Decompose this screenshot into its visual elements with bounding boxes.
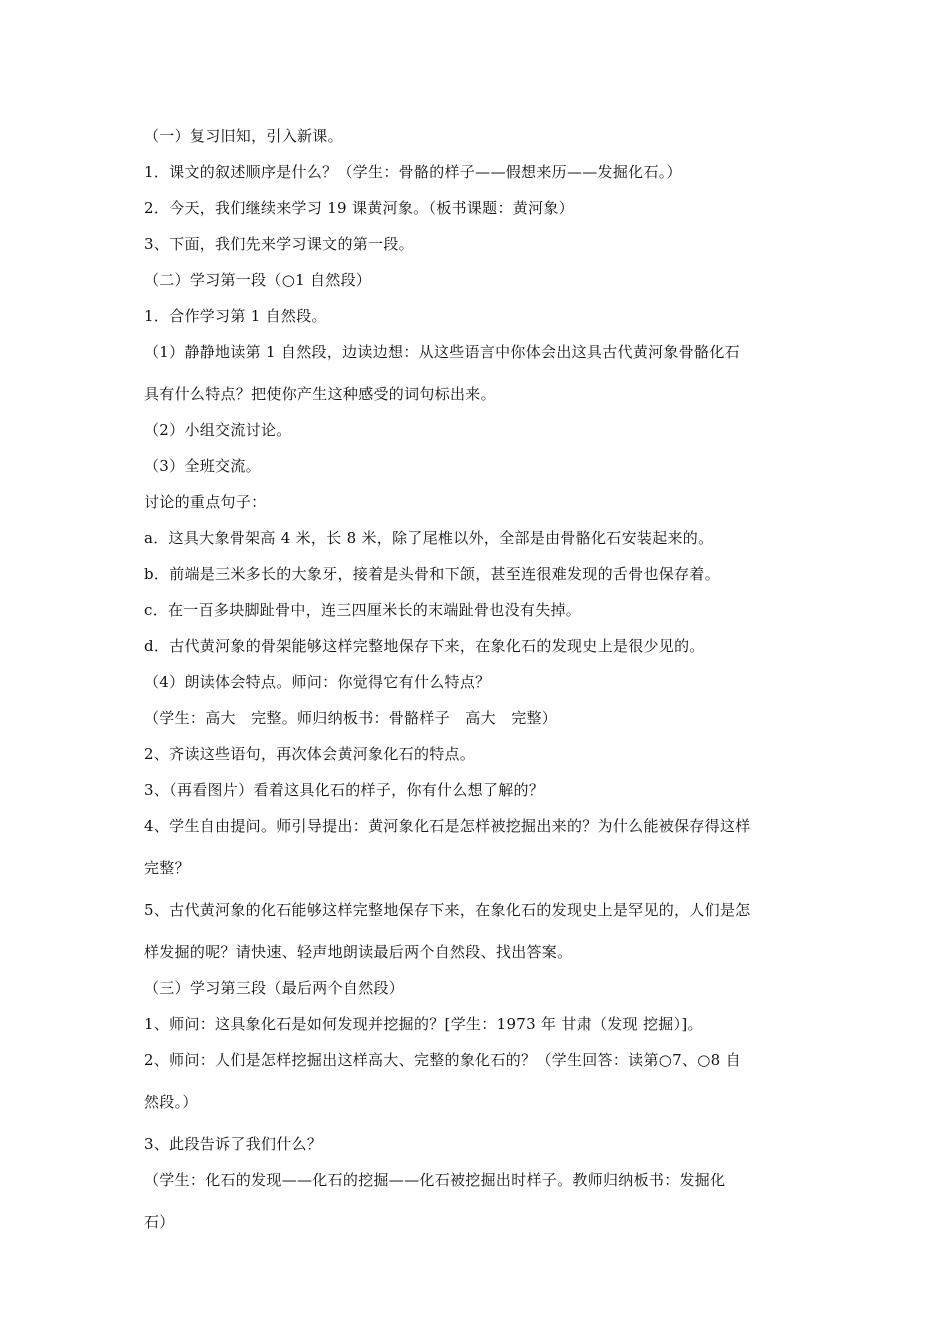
text-line: （1）静静地读第 1 自然段，边读边想：从这些语言中你体会出这具古代黄河象骨骼化石: [144, 343, 740, 361]
text-line: 2、师问：人们是怎样挖掘出这样高大、完整的象化石的？（学生回答：读第○7、○8 自: [144, 1051, 741, 1069]
text-line: d．古代黄河象的骨架能够这样完整地保存下来，在象化石的发现史上是很少见的。: [144, 637, 705, 655]
text-line: 4、学生自由提问。师引导提出：黄河象化石是怎样被挖掘出来的？为什么能被保存得这样: [144, 817, 751, 835]
text-line: b．前端是三米多长的大象牙，接着是头骨和下颌，甚至连很难发现的舌骨也保存着。: [144, 565, 721, 583]
text-line: （4）朗读体会特点。师问：你觉得它有什么特点？: [144, 673, 491, 691]
document-body: [144, 124, 812, 1246]
text-line: （2）小组交流讨论。: [144, 421, 292, 439]
text-line: 1、师问：这具象化石是如何发现并挖掘的？[学生：1973 年 甘肃（发现 挖掘）]。: [144, 1015, 703, 1033]
text-line: 1．合作学习第 1 自然段。: [144, 307, 327, 325]
text-line: 石）: [144, 1213, 175, 1231]
text-line: 然段。）: [144, 1093, 198, 1111]
text-line: 2、齐读这些语句，再次体会黄河象化石的特点。: [144, 745, 476, 763]
text-line: 1．课文的叙述顺序是什么？（学生：骨骼的样子——假想来历——发掘化石。）: [144, 163, 682, 181]
text-line: 讨论的重点句子：: [144, 493, 267, 511]
text-line: （学生：高大 完整。师归纳板书：骨骼样子 高大 完整）: [144, 709, 558, 727]
text-line: 3、此段告诉了我们什么？: [144, 1135, 323, 1153]
text-line: 完整？: [144, 859, 190, 877]
text-line: 具有什么特点？把使你产生这种感受的词句标出来。: [144, 385, 496, 403]
text-line: 3、（再看图片）看着这具化石的样子，你有什么想了解的？: [144, 781, 545, 799]
text-line: （学生：化石的发现——化石的挖掘——化石被挖掘出时样子。教师归纳板书：发掘化: [144, 1171, 726, 1189]
text-line: （一）复习旧知，引入新课。: [144, 127, 343, 145]
text-line: （3）全班交流。: [144, 457, 261, 475]
text-line: 5、古代黄河象的化石能够这样完整地保存下来，在象化石的发现史上是罕见的，人们是怎: [144, 901, 751, 919]
text-line: c．在一百多块脚趾骨中，连三四厘米长的末端趾骨也没有失掉。: [144, 601, 582, 619]
text-line: 3、下面，我们先来学习课文的第一段。: [144, 235, 414, 253]
text-line: 2．今天，我们继续来学习 19 课黄河象。（板书课题：黄河象）: [144, 199, 574, 217]
text-line: （二）学习第一段（○1 自然段）: [144, 271, 372, 289]
text-line: （三）学习第三段（最后两个自然段）: [144, 979, 405, 997]
text-line: a．这具大象骨架高 4 米，长 8 米，除了尾椎以外，全部是由骨骼化石安装起来的。: [144, 529, 714, 547]
text-line: 样发掘的呢？请快速、轻声地朗读最后两个自然段、找出答案。: [144, 943, 573, 961]
